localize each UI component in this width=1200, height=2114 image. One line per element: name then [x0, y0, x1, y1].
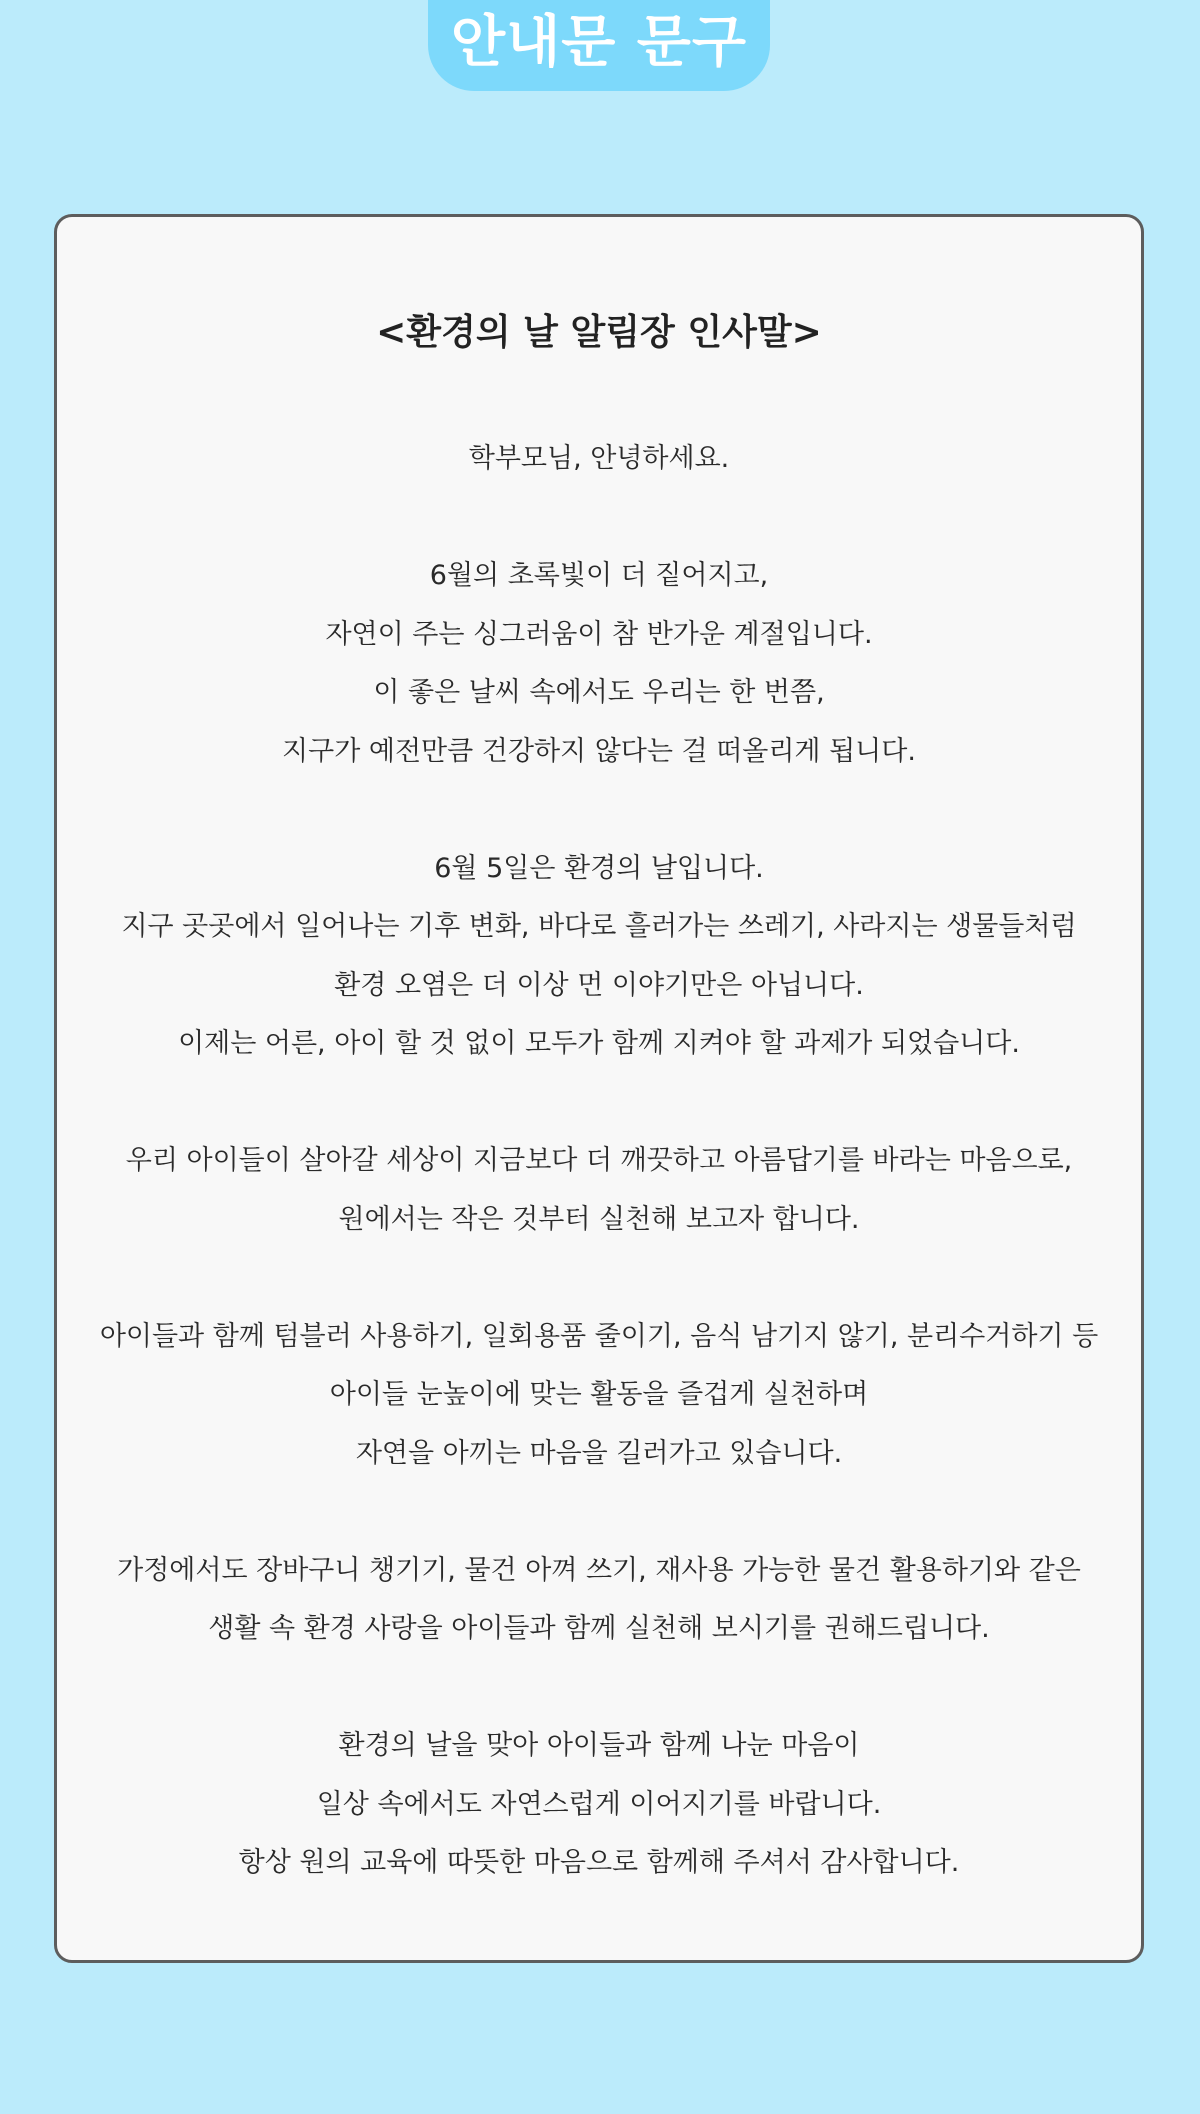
- notice-line: 항상 원의 교육에 따뜻한 마음으로 함께해 주셔서 감사합니다.: [238, 1847, 960, 1878]
- notice-line: 아이들 눈높이에 맞는 활동을 즐겁게 실천하며: [329, 1379, 869, 1410]
- notice-line: 6월 5일은 환경의 날입니다.: [434, 852, 764, 884]
- header-badge-label: 안내문 문구: [451, 9, 747, 75]
- paragraph-gap: [77, 1483, 1121, 1542]
- notice-line: 지구가 예전만큼 건강하지 않다는 걸 떠올리게 됩니다.: [282, 735, 916, 767]
- notice-line: 일상 속에서도 자연스럽게 이어지기를 바랍니다.: [316, 1788, 882, 1820]
- paragraph-gap: [77, 781, 1121, 840]
- notice-line: 생활 속 환경 사랑을 아이들과 함께 실천해 보시기를 권해드립니다.: [208, 1613, 990, 1644]
- paragraph-gap: [77, 489, 1121, 548]
- notice-line: 학부모님, 안녕하세요.: [468, 443, 730, 474]
- notice-line: 환경 오염은 더 이상 먼 이야기만은 아닙니다.: [334, 969, 864, 1001]
- notice-body: [77, 430, 1121, 1893]
- notice-line: 환경의 날을 맞아 아이들과 함께 나눈 마음이: [338, 1730, 860, 1761]
- notice-line: 이 좋은 날씨 속에서도 우리는 한 번쯤,: [373, 677, 825, 708]
- notice-line: 자연이 주는 싱그러움이 참 반가운 계절입니다.: [325, 618, 873, 650]
- notice-line: 이제는 어른, 아이 할 것 없이 모두가 함께 지켜야 할 과제가 되었습니다.: [178, 1028, 1020, 1059]
- paragraph-gap: [77, 1249, 1121, 1308]
- notice-line: 지구 곳곳에서 일어나는 기후 변화, 바다로 흘러가는 쓰레기, 사라지는 생물들처럼: [121, 911, 1077, 942]
- notice-card: [54, 214, 1144, 1963]
- paragraph-gap: [77, 1074, 1121, 1133]
- notice-line: 가정에서도 장바구니 챙기기, 물건 아껴 쓰기, 재사용 가능한 물건 활용하기와 같은: [117, 1554, 1081, 1586]
- header-badge: [428, 0, 770, 91]
- paragraph-gap: [77, 1659, 1121, 1718]
- notice-line: 6월의 초록빛이 더 짙어지고,: [429, 560, 769, 591]
- notice-line: 우리 아이들이 살아갈 세상이 지금보다 더 깨끗하고 아름답기를 바라는 마음으로,: [125, 1145, 1073, 1176]
- notice-line: 아이들과 함께 텀블러 사용하기, 일회용품 줄이기, 음식 남기지 않기, 분리수거하기 등: [99, 1320, 1099, 1352]
- notice-line: 원에서는 작은 것부터 실천해 보고자 합니다.: [338, 1203, 860, 1235]
- notice-title: <환경의 날 알림장 인사말>: [376, 312, 822, 353]
- notice-line: 자연을 아끼는 마음을 길러가고 있습니다.: [355, 1437, 843, 1469]
